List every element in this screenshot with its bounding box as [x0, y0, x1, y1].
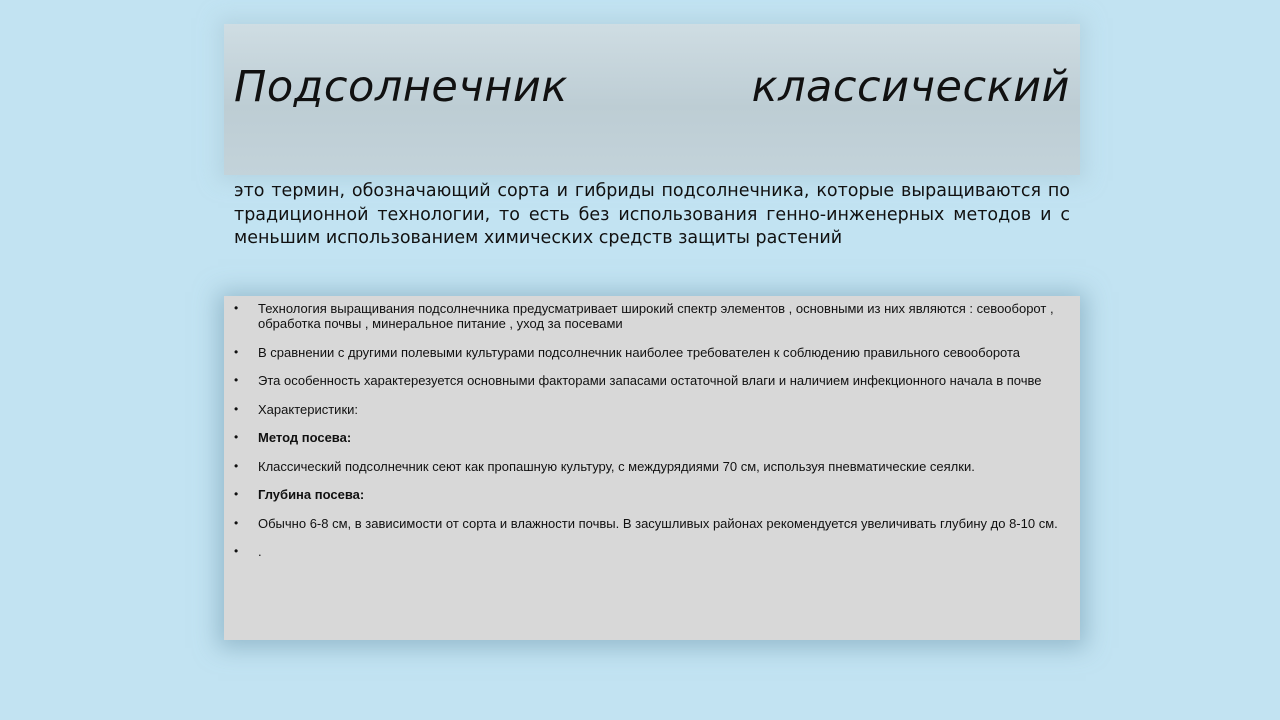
bullet-text: Обычно 6-8 см, в зависимости от сорта и влажности почвы. В засушливых районах рекомендуется увеличивать глубину до 8-10 см.	[258, 515, 1058, 531]
title-word-1: Подсолнечник	[234, 62, 568, 112]
intro-paragraph: это термин, обозначающий сорта и гибриды подсолнечника, которые выращиваются по традиционной технологии, то есть без использования генно-инженерных методов и с меньшим использованием химических средств защиты растений	[234, 181, 1070, 248]
bullet-icon: •	[234, 401, 239, 416]
bullet-item	[224, 544, 1080, 559]
bullet-icon: •	[234, 344, 239, 359]
bullet-item	[224, 373, 1080, 388]
bullet-text: Классический подсолнечник сеют как пропашную культуру, с междурядиями 70 см, используя пневматические сеялки.	[258, 458, 975, 474]
bullet-icon: •	[234, 515, 239, 530]
slide-title	[234, 62, 1070, 112]
bullet-icon: •	[234, 458, 239, 473]
bullet-list	[224, 301, 1080, 573]
bullet-text: Технология выращивания подсолнечника предусматривает широкий спектр элементов , основными из них являются : севооборот , обработка почвы , минеральное питание , уход за посевами	[258, 301, 1054, 331]
bullet-item	[224, 402, 1080, 417]
bullet-icon: •	[234, 430, 239, 444]
bullet-text: Эта особенность характерезуется основными факторами запасами остаточной влаги и наличием инфекционного начала в почве	[258, 373, 1042, 388]
bullet-icon: •	[234, 544, 239, 558]
bullet-icon: •	[234, 373, 239, 387]
title-box	[224, 24, 1080, 175]
bullet-icon: •	[234, 301, 239, 315]
bullet-icon: •	[234, 487, 239, 501]
bullet-item	[224, 301, 1080, 331]
bullet-text: Глубина посева:	[258, 487, 365, 502]
bullet-text: .	[258, 544, 262, 559]
bullet-item-heading	[224, 430, 1080, 445]
bullet-item	[224, 516, 1080, 531]
title-word-2: классический	[751, 62, 1070, 112]
bullet-text: Метод посева:	[258, 430, 352, 445]
bullet-item-heading	[224, 487, 1080, 502]
bullet-item	[224, 345, 1080, 360]
content-box	[224, 296, 1080, 640]
bullet-text: В сравнении с другими полевыми культурами подсолнечник наиболее требователен к соблюдению правильного севооборота	[258, 344, 1021, 360]
bullet-text: Характеристики:	[258, 401, 359, 417]
bullet-item	[224, 459, 1080, 474]
